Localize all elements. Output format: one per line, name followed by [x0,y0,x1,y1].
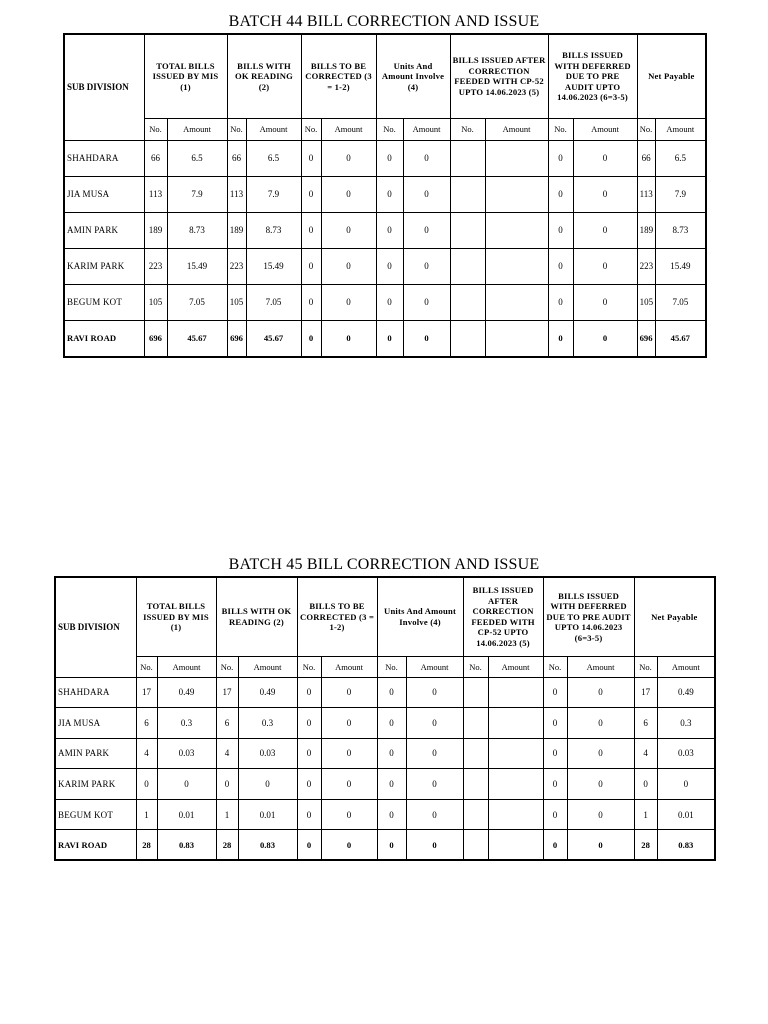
count-cell: 28 [136,830,157,860]
count-cell [463,769,488,800]
total-row [55,830,715,860]
count-cell: 28 [216,830,238,860]
count-cell: 0 [301,212,321,248]
count-cell: 0 [377,769,406,800]
count-cell: 0 [301,176,321,212]
table-row [64,284,706,320]
amount-header: Amount [406,656,463,677]
count-cell: 0 [301,140,321,176]
count-cell [450,284,485,320]
amount-cell: 0.49 [238,677,297,708]
no-header: No. [227,118,246,140]
count-cell: 0 [376,140,403,176]
amount-cell: 0 [321,677,377,708]
no-header: No. [634,656,657,677]
batch-45-table [54,576,716,861]
table-row [64,248,706,284]
amount-cell: 0 [573,212,637,248]
count-cell: 0 [301,320,321,357]
sub-division-name: AMIN PARK [64,212,144,248]
count-cell: 0 [376,248,403,284]
table-row [55,677,715,708]
amount-cell: 0 [567,799,634,830]
no-header: No. [301,118,321,140]
amount-cell: 8.73 [655,212,706,248]
no-header: No. [216,656,238,677]
count-cell: 0 [376,212,403,248]
amount-cell: 0 [403,320,450,357]
count-cell: 223 [144,248,167,284]
count-cell: 0 [543,738,567,769]
sub-division-name: AMIN PARK [55,738,136,769]
amount-cell: 0 [403,248,450,284]
table-row [55,708,715,739]
table-row [64,212,706,248]
amount-cell: 0 [403,284,450,320]
count-cell: 189 [637,212,655,248]
amount-cell: 0 [321,799,377,830]
amount-cell: 0 [403,176,450,212]
sub-division-header: SUB DIVISION [64,34,144,140]
amount-cell: 15.49 [655,248,706,284]
amount-cell: 0 [567,708,634,739]
amount-cell: 8.73 [246,212,301,248]
amount-cell: 0 [573,176,637,212]
count-cell: 0 [543,708,567,739]
amount-header: Amount [167,118,227,140]
group-header: TOTAL BILLS ISSUED BY MIS (1) [136,577,216,656]
count-cell: 0 [216,769,238,800]
count-cell: 66 [227,140,246,176]
count-cell: 17 [136,677,157,708]
table-row [55,738,715,769]
amount-cell: 0.03 [157,738,216,769]
amount-cell: 0.3 [657,708,715,739]
amount-cell: 0.83 [657,830,715,860]
count-cell: 105 [144,284,167,320]
sub-division-name: BEGUM KOT [64,284,144,320]
amount-cell: 0.3 [238,708,297,739]
table-row [64,176,706,212]
count-cell: 6 [216,708,238,739]
group-header: BILLS TO BE CORRECTED (3 = 1-2) [301,34,376,118]
amount-cell [485,284,548,320]
group-header: BILLS ISSUED WITH DEFERRED DUE TO PRE AUDIT UPTO 14.06.2023 (6=3-5) [548,34,637,118]
count-cell [463,799,488,830]
count-cell: 0 [297,738,321,769]
count-cell [463,738,488,769]
sub-division-name: KARIM PARK [55,769,136,800]
count-cell [450,140,485,176]
amount-cell: 0.83 [157,830,216,860]
group-header: TOTAL BILLS ISSUED BY MIS (1) [144,34,227,118]
count-cell: 0 [301,248,321,284]
count-cell: 105 [637,284,655,320]
count-cell: 0 [548,176,573,212]
amount-cell: 6.5 [246,140,301,176]
amount-cell: 0 [321,738,377,769]
count-cell: 0 [543,830,567,860]
count-cell: 223 [227,248,246,284]
group-header: Units And Amount Involve (4) [377,577,463,656]
amount-cell: 0 [321,769,377,800]
sub-division-name: KARIM PARK [64,248,144,284]
header-row [64,34,706,118]
amount-cell: 0 [567,738,634,769]
count-cell: 0 [136,769,157,800]
amount-cell: 7.05 [167,284,227,320]
amount-cell: 7.9 [246,176,301,212]
sub-division-name: JIA MUSA [55,708,136,739]
count-cell: 0 [376,320,403,357]
batch-45-title: BATCH 45 BILL CORRECTION AND ISSUE [228,556,540,573]
amount-cell: 0.03 [238,738,297,769]
count-cell: 0 [301,284,321,320]
amount-cell [488,738,543,769]
amount-cell: 0.83 [238,830,297,860]
batch-44-table [63,33,707,358]
amount-cell: 6.5 [655,140,706,176]
no-header: No. [637,118,655,140]
amount-cell: 0 [406,769,463,800]
group-header: Net Payable [634,577,715,656]
count-cell: 17 [216,677,238,708]
no-header: No. [548,118,573,140]
count-cell: 696 [144,320,167,357]
count-cell [463,830,488,860]
amount-cell [488,799,543,830]
table-row [64,140,706,176]
amount-cell [485,140,548,176]
amount-cell: 0 [238,769,297,800]
amount-header: Amount [573,118,637,140]
amount-cell: 0 [321,284,376,320]
count-cell: 0 [376,284,403,320]
count-cell: 0 [297,830,321,860]
amount-cell [488,830,543,860]
count-cell: 0 [543,769,567,800]
amount-cell: 0 [321,830,377,860]
count-cell: 4 [136,738,157,769]
sub-division-name: SHAHDARA [64,140,144,176]
group-header: BILLS ISSUED AFTER CORRECTION FEEDED WITH CP-52 UPTO 14.06.2023 (5) [463,577,543,656]
sub-division-header: SUB DIVISION [55,577,136,677]
count-cell: 6 [136,708,157,739]
count-cell [450,176,485,212]
no-header: No. [377,656,406,677]
count-cell: 0 [377,677,406,708]
amount-cell [488,677,543,708]
header-row [55,577,715,656]
sub-division-name: BEGUM KOT [55,799,136,830]
amount-cell: 0.01 [157,799,216,830]
amount-cell: 0 [573,140,637,176]
count-cell: 696 [637,320,655,357]
amount-cell: 0 [567,677,634,708]
amount-cell: 0 [573,248,637,284]
amount-header: Amount [321,656,377,677]
count-cell: 17 [634,677,657,708]
amount-cell [485,176,548,212]
subheader-row [55,656,715,677]
no-header: No. [463,656,488,677]
count-cell: 0 [548,212,573,248]
group-header: BILLS ISSUED AFTER CORRECTION FEEDED WITH CP-52 UPTO 14.06.2023 (5) [450,34,548,118]
amount-header: Amount [157,656,216,677]
count-cell: 0 [543,677,567,708]
amount-header: Amount [488,656,543,677]
amount-cell: 0.01 [657,799,715,830]
amount-cell: 0 [321,212,376,248]
count-cell [450,320,485,357]
amount-cell: 0 [406,677,463,708]
count-cell: 223 [637,248,655,284]
count-cell: 1 [136,799,157,830]
amount-header: Amount [403,118,450,140]
amount-cell [488,769,543,800]
count-cell: 4 [634,738,657,769]
count-cell: 113 [227,176,246,212]
group-header: BILLS WITH OK READING (2) [227,34,301,118]
sub-division-name: RAVI ROAD [64,320,144,357]
count-cell: 66 [144,140,167,176]
amount-cell: 45.67 [246,320,301,357]
count-cell: 0 [548,140,573,176]
count-cell: 0 [377,738,406,769]
count-cell: 0 [548,320,573,357]
amount-cell: 0 [321,176,376,212]
amount-cell: 7.05 [246,284,301,320]
count-cell: 189 [227,212,246,248]
amount-header: Amount [655,118,706,140]
count-cell: 113 [637,176,655,212]
amount-cell: 15.49 [167,248,227,284]
amount-cell: 45.67 [167,320,227,357]
amount-cell: 0 [573,320,637,357]
table-row [55,769,715,800]
sub-division-name: RAVI ROAD [55,830,136,860]
amount-cell: 0 [406,738,463,769]
amount-cell: 15.49 [246,248,301,284]
amount-cell: 0 [567,830,634,860]
count-cell: 4 [216,738,238,769]
amount-cell: 0.3 [157,708,216,739]
no-header: No. [136,656,157,677]
amount-cell: 45.67 [655,320,706,357]
count-cell: 113 [144,176,167,212]
count-cell [450,212,485,248]
amount-cell: 0 [157,769,216,800]
group-header: BILLS ISSUED WITH DEFERRED DUE TO PRE AUDIT UPTO 14.06.2023 (6=3-5) [543,577,634,656]
count-cell: 0 [543,799,567,830]
amount-header: Amount [321,118,376,140]
amount-cell: 0.49 [657,677,715,708]
count-cell: 0 [297,677,321,708]
count-cell: 0 [297,769,321,800]
amount-cell: 6.5 [167,140,227,176]
amount-cell [488,708,543,739]
amount-cell: 0 [321,708,377,739]
amount-cell [485,212,548,248]
group-header: Net Payable [637,34,706,118]
amount-cell: 0 [567,769,634,800]
table-row [55,799,715,830]
no-header: No. [144,118,167,140]
amount-cell [485,248,548,284]
total-row [64,320,706,357]
no-header: No. [543,656,567,677]
count-cell: 0 [548,284,573,320]
amount-cell: 7.9 [655,176,706,212]
batch-44-title: BATCH 44 BILL CORRECTION AND ISSUE [228,13,540,30]
group-header: BILLS WITH OK READING (2) [216,577,297,656]
amount-cell: 7.05 [655,284,706,320]
amount-cell: 0 [406,708,463,739]
amount-cell: 8.73 [167,212,227,248]
count-cell [463,708,488,739]
count-cell: 0 [634,769,657,800]
count-cell: 0 [377,830,406,860]
amount-header: Amount [246,118,301,140]
amount-cell [485,320,548,357]
count-cell: 28 [634,830,657,860]
count-cell [463,677,488,708]
amount-cell: 0.03 [657,738,715,769]
count-cell [450,248,485,284]
count-cell: 0 [297,708,321,739]
amount-header: Amount [657,656,715,677]
amount-cell: 0 [321,320,376,357]
amount-cell: 0 [403,140,450,176]
count-cell: 6 [634,708,657,739]
amount-cell: 0 [406,799,463,830]
count-cell: 1 [216,799,238,830]
count-cell: 0 [377,799,406,830]
amount-cell: 0 [321,140,376,176]
group-header: Units And Amount Involve (4) [376,34,450,118]
amount-cell: 0 [573,284,637,320]
amount-cell: 0.01 [238,799,297,830]
count-cell: 696 [227,320,246,357]
count-cell: 0 [297,799,321,830]
amount-cell: 0 [406,830,463,860]
amount-cell: 7.9 [167,176,227,212]
amount-header: Amount [238,656,297,677]
no-header: No. [450,118,485,140]
amount-cell: 0.49 [157,677,216,708]
count-cell: 66 [637,140,655,176]
count-cell: 105 [227,284,246,320]
count-cell: 0 [376,176,403,212]
count-cell: 189 [144,212,167,248]
count-cell: 1 [634,799,657,830]
count-cell: 0 [548,248,573,284]
amount-cell: 0 [321,248,376,284]
amount-header: Amount [485,118,548,140]
amount-header: Amount [567,656,634,677]
no-header: No. [297,656,321,677]
amount-cell: 0 [657,769,715,800]
sub-division-name: JIA MUSA [64,176,144,212]
no-header: No. [376,118,403,140]
amount-cell: 0 [403,212,450,248]
group-header: BILLS TO BE CORRECTED (3 = 1-2) [297,577,377,656]
subheader-row [64,118,706,140]
count-cell: 0 [377,708,406,739]
sub-division-name: SHAHDARA [55,677,136,708]
